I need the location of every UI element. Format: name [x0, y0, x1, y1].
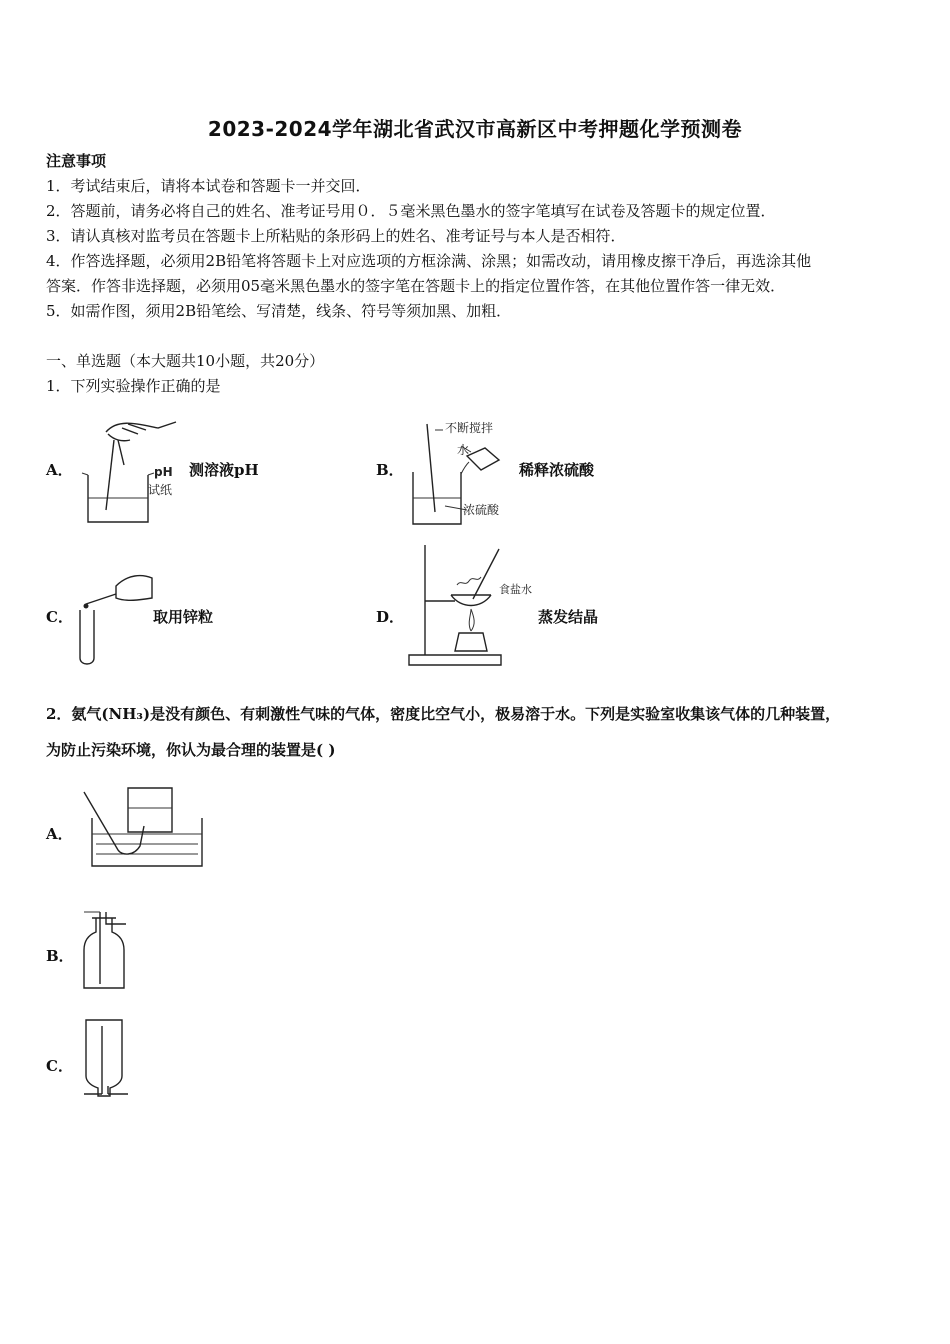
fig-label-stir: 不断搅拌	[445, 421, 494, 435]
evaporation-figure	[405, 543, 545, 669]
pour-stream	[461, 462, 469, 474]
question-1-stem: 1．下列实验操作正确的是	[46, 377, 221, 395]
notice-item-4-cont: 答案．作答非选择题，必须用05毫米黑色墨水的签字笔在答题卡上的指定位置作答，在其他位置作答一律无效．	[46, 277, 786, 295]
q1-option-b-letter[interactable]: B．	[376, 461, 404, 479]
glass-tubes	[100, 912, 126, 984]
gas-bottle-long-tube-figure	[80, 908, 132, 994]
bottle-outline	[84, 918, 124, 988]
glass-tubes	[102, 1026, 108, 1094]
gas-bottle-inverted-figure	[80, 1016, 132, 1102]
q2-option-a-letter[interactable]: A．	[46, 825, 73, 843]
bottle-outline	[86, 1020, 122, 1096]
zinc-granule-figure	[76, 568, 156, 670]
trough-outline	[92, 818, 202, 866]
question-2-stem-line2: 为防止污染环境，你认为最合理的装置是( )	[46, 741, 336, 759]
q1-option-a-label: 测溶液pH	[189, 461, 259, 479]
gas-jar	[128, 788, 172, 832]
notice-heading: 注意事项	[46, 152, 107, 170]
beaker-rim	[82, 473, 154, 475]
iron-stand-base	[409, 655, 501, 665]
section-heading: 一、单选题（本大题共10小题，共20分）	[46, 352, 325, 370]
pouring-beaker	[467, 448, 499, 470]
fig-label-water: 水	[457, 443, 470, 457]
flame	[469, 609, 474, 631]
q2-option-b-letter[interactable]: B．	[46, 947, 74, 965]
q1-option-a-letter[interactable]: A．	[46, 461, 73, 479]
notice-item-5: 5．如需作图，须用2B铅笔绘、写清楚，线条、符号等须加黑、加粗．	[46, 302, 512, 320]
notice-item-2: 2．答题前，请务必将自己的姓名、准考证号用０．５毫米黑色墨水的签字笔填写在试卷及答题卡的规定位置．	[46, 202, 776, 220]
dropper	[118, 440, 124, 465]
fig-label-salt-water: 食盐水	[499, 583, 532, 596]
fig-label-ph: pH	[154, 465, 173, 479]
delivery-tube	[84, 792, 144, 854]
tweezers	[86, 594, 116, 604]
q2-option-c-letter[interactable]: C．	[46, 1057, 73, 1075]
glass-rod	[473, 549, 499, 599]
q1-option-d-label: 蒸发结晶	[538, 608, 599, 626]
evaporating-dish	[451, 595, 491, 606]
q1-option-d-letter[interactable]: D．	[376, 608, 405, 626]
fig-label-acid: 浓硫酸	[463, 503, 500, 517]
q1-option-b-label: 稀释浓硫酸	[519, 461, 595, 479]
water-trough-figure	[78, 784, 208, 870]
page-title: 2023-2024学年湖北省武汉市高新区中考押题化学预测卷	[207, 117, 743, 141]
water-lines	[96, 844, 198, 854]
dilute-acid-figure	[405, 416, 517, 528]
hand-outline	[106, 422, 176, 432]
glass-rod	[106, 440, 114, 510]
steam	[457, 577, 481, 585]
q1-option-c-label: 取用锌粒	[153, 608, 214, 626]
ph-test-figure	[78, 410, 190, 528]
zinc-granule	[84, 604, 89, 609]
test-tube	[80, 610, 94, 664]
alcohol-lamp	[455, 633, 487, 651]
hand-outline	[116, 576, 152, 601]
notice-item-3: 3．请认真核对监考员在答题卡上所粘贴的条形码上的姓名、准考证号与本人是否相符．	[46, 227, 626, 245]
notice-item-4: 4．作答选择题，必须用2B铅笔将答题卡上对应选项的方框涂满、涂黑；如需改动，请用橡皮擦干净后，再选涂其他	[46, 252, 812, 270]
stir-rod	[427, 424, 435, 512]
fig-label-test-paper: 试纸	[148, 483, 173, 497]
q1-option-c-letter[interactable]: C．	[46, 608, 73, 626]
notice-item-1: 1．考试结束后，请将本试卷和答题卡一并交回．	[46, 177, 371, 195]
question-2-stem-line1: 2．氨气(NH₃)是没有颜色、有刺激性气味的气体，密度比空气小，极易溶于水。下列是实验室收集该气体的几种装置，	[46, 705, 841, 723]
